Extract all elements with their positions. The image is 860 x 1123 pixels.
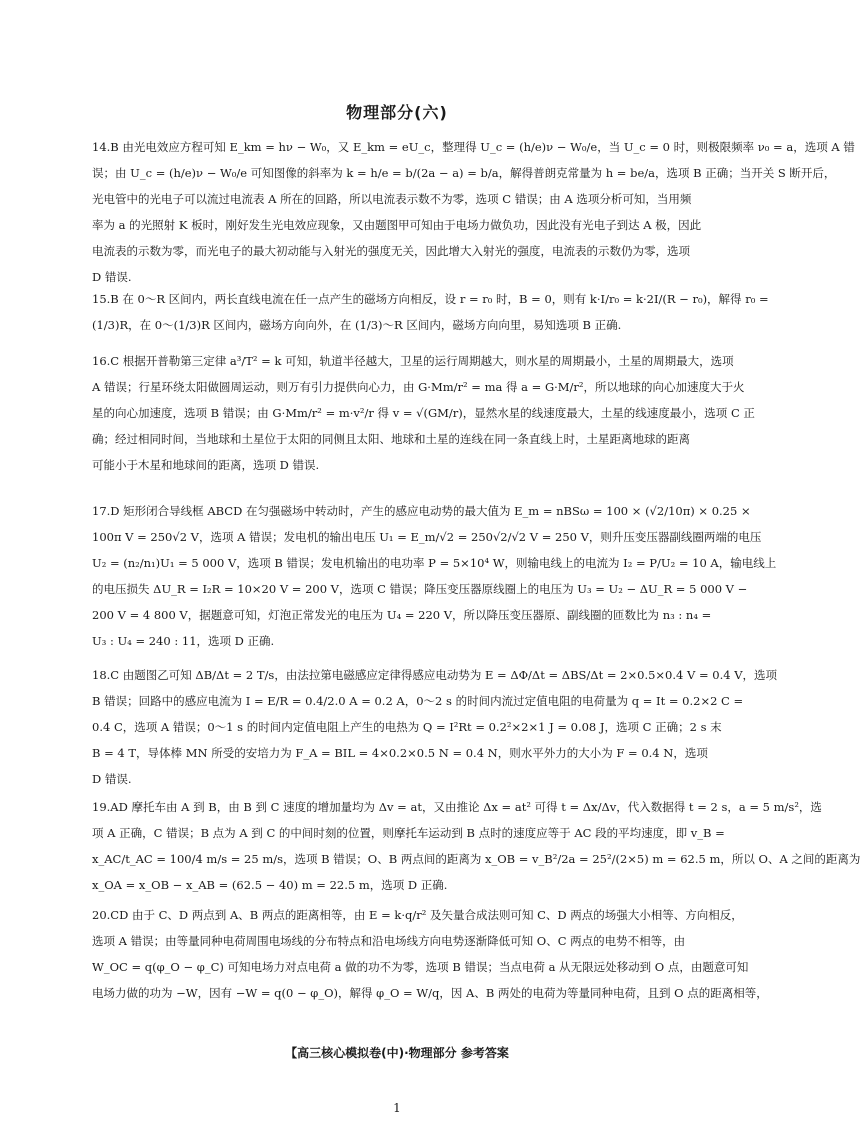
answer-17 — [92, 504, 777, 660]
answer-line: B = 4 T，导体棒 MN 所受的安培力为 F_A = BIL = 4×0.2×0.5 N = 0.4 N，则水平外力的大小为 F = 0.4 N，选项 — [92, 746, 708, 760]
page-footer: 【高三核心模拟卷(中)·物理部分 参考答案 — [285, 1046, 509, 1060]
answer-line: A 错误；行星环绕太阳做圆周运动，则万有引力提供向心力，由 G·Mm/r² = ma 得 a = G·M/r²，所以地球的向心加速度大于火 — [92, 380, 745, 394]
answer-line: 20.CD 由于 C、D 两点到 A、B 两点的距离相等，由 E = k·q/r² 及矢量合成法则可知 C、D 两点的场强大小相等、方向相反， — [92, 908, 743, 922]
answer-line: 确；经过相同时间，当地球和土星位于太阳的同侧且太阳、地球和土星的连线在同一条直线上时，土星距离地球的距离 — [92, 432, 690, 446]
answer-line: 光电管中的光电子可以流过电流表 A 所在的回路，所以电流表示数不为零，选项 C 错误；由 A 选项分析可知，当用频 — [92, 192, 692, 206]
answer-16 — [92, 354, 755, 484]
answer-line: D 错误. — [92, 772, 132, 786]
answer-line: 电流表的示数为零，而光电子的最大初动能与入射光的强度无关，因此增大入射光的强度，电流表的示数仍为零，选项 — [92, 244, 690, 258]
answer-line: 16.C 根据开普勒第三定律 a³/T² = k 可知，轨道半径越大，卫星的运行周期越大，则水星的周期最小，土星的周期最大，选项 — [92, 354, 734, 368]
answer-line: 星的向心加速度，选项 B 错误；由 G·Mm/r² = m·v²/r 得 v = √(GM/r)，显然水星的线速度最大，土星的线速度最小，选项 C 正 — [92, 406, 755, 420]
answer-line: 的电压损失 ΔU_R = I₂R = 10×20 V = 200 V，选项 C 错误；降压变压器原线圈上的电压为 U₃ = U₂ − ΔU_R = 5 000 V − — [92, 582, 748, 596]
answer-14 — [92, 140, 855, 296]
answer-line: U₂ = (n₂/n₁)U₁ = 5 000 V，选项 B 错误；发电机输出的电功率 P = 5×10⁴ W，则输电线上的电流为 I₂ = P/U₂ = 10 A，输电线上 — [92, 556, 777, 570]
answer-line: 0.4 C，选项 A 错误；0～1 s 的时间内定值电阻上产生的电热为 Q = I²Rt = 0.2²×2×1 J = 0.08 J，选项 C 正确；2 s 末 — [92, 720, 722, 734]
answer-line: U₃ : U₄ = 240 : 11，选项 D 正确. — [92, 634, 275, 648]
answer-line: 电场力做的功为 −W，因有 −W = q(0 − φ_O)，解得 φ_O = W/q，因 A、B 两处的电荷为等量同种电荷，且到 O 点的距离相等， — [92, 986, 768, 1000]
answer-line: x_OA = x_OB − x_AB = (62.5 − 40) m = 22.5 m，选项 D 正确. — [92, 878, 448, 892]
answer-19 — [92, 800, 860, 904]
answer-line: 可能小于木星和地球间的距离，选项 D 错误. — [92, 458, 320, 472]
answer-18 — [92, 668, 777, 798]
answer-line: x_AC/t_AC = 100/4 m/s = 25 m/s，选项 B 错误；O、B 两点间的距离为 x_OB = v_B²/2a = 25²/(2×5) m = 62.5 m，所以 O、A 之间的距离为 — [92, 852, 860, 866]
answer-line: 18.C 由题图乙可知 ΔB/Δt = 2 T/s，由法拉第电磁感应定律得感应电动势为 E = ΔΦ/Δt = ΔBS/Δt = 2×0.5×0.4 V = 0.4 V，选项 — [92, 668, 777, 682]
answer-line: 15.B 在 0～R 区间内，两长直线电流在任一点产生的磁场方向相反，设 r = r₀ 时，B = 0，则有 k·I/r₀ = k·2I/(R − r₀)，解得 r₀ = — [92, 292, 769, 306]
answer-line: (1/3)R，在 0～(1/3)R 区间内，磁场方向向外，在 (1/3)～R 区间内，磁场方向向里，易知选项 B 正确. — [92, 318, 622, 332]
page-title: 物理部分(六) — [346, 103, 448, 122]
answer-line: D 错误. — [92, 270, 132, 284]
answer-line: 14.B 由光电效应方程可知 E_km = hν − W₀，又 E_km = eU_c，整理得 U_c = (h/e)ν − W₀/e，当 U_c = 0 时，则极限频率 ν₀ = a，选项 A 错 — [92, 140, 855, 154]
page-number: 1 — [393, 1101, 401, 1115]
answer-line: 200 V = 4 800 V，据题意可知，灯泡正常发光的电压为 U₄ = 220 V，所以降压变压器原、副线圈的匝数比为 n₃ : n₄ = — [92, 608, 712, 622]
answer-line: 100π V = 250√2 V，选项 A 错误；发电机的输出电压 U₁ = E_m/√2 = 250√2/√2 V = 250 V，则升压变压器副线圈两端的电压 — [92, 530, 762, 544]
answer-line: 选项 A 错误；由等量同种电荷周围电场线的分布特点和沿电场线方向电势逐渐降低可知 O、C 两点的电势不相等，由 — [92, 934, 686, 948]
answer-line: 率为 a 的光照射 K 板时，刚好发生光电效应现象，又由题图甲可知由于电场力做负功，因此没有光电子到达 A 极，因此 — [92, 218, 702, 232]
answer-line: 19.AD 摩托车由 A 到 B，由 B 到 C 速度的增加量均为 Δv = at，又由推论 Δx = at² 可得 t = Δx/Δv，代入数据得 t = 2 s，a = 5 m/s²，选 — [92, 800, 822, 814]
answer-line: B 错误；回路中的感应电流为 I = E/R = 0.4/2.0 A = 0.2 A，0～2 s 的时间内流过定值电阻的电荷量为 q = It = 0.2×2 C = — [92, 694, 744, 708]
answer-20 — [92, 908, 768, 1012]
answer-line: 项 A 正确，C 错误；B 点为 A 到 C 的中间时刻的位置，则摩托车运动到 B 点时的速度应等于 AC 段的平均速度，即 v_B = — [92, 826, 725, 840]
answer-15 — [92, 292, 769, 344]
answer-line: 17.D 矩形闭合导线框 ABCD 在匀强磁场中转动时，产生的感应电动势的最大值为 E_m = nBSω = 100 × (√2/10π) × 0.25 × — [92, 504, 751, 518]
answer-line: 误；由 U_c = (h/e)ν − W₀/e 可知图像的斜率为 k = h/e = b/(2a − a) = b/a，解得普朗克常量为 h = be/a，选项 B 正确；当开关 S 断开后， — [92, 166, 836, 180]
answer-line: W_OC = q(φ_O − φ_C) 可知电场力对点电荷 a 做的功不为零，选项 B 错误；当点电荷 a 从无限远处移动到 O 点，由题意可知 — [92, 960, 749, 974]
